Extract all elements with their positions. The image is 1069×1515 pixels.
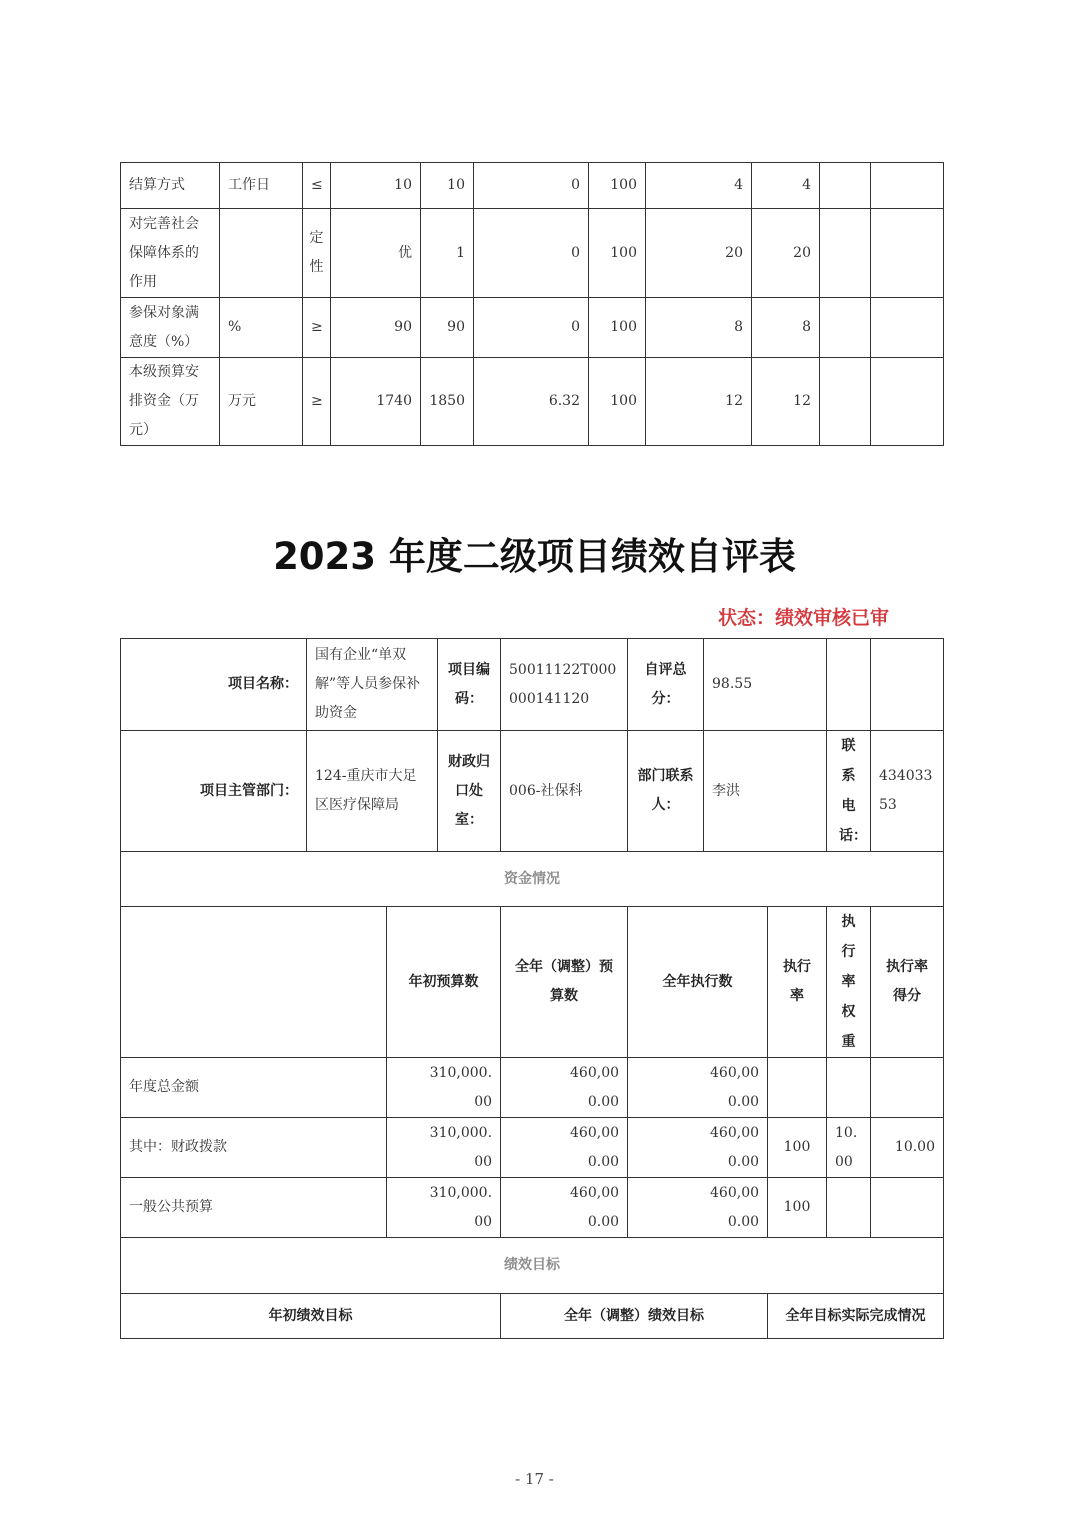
self-score-value: 98.55 (704, 639, 827, 731)
indicator-name: 参保对象满意度（%） (121, 298, 220, 358)
funds-executed: 460,000.00 (628, 1118, 768, 1178)
indicator-rate: 100 (589, 358, 646, 446)
funds-header-rate: 执行率 (768, 907, 827, 1058)
indicator-weight: 4 (646, 163, 752, 209)
indicator-row (121, 163, 944, 209)
self-score-label: 自评总分： (628, 639, 704, 731)
funds-weight (827, 1178, 871, 1238)
evaluation-table (120, 638, 944, 1339)
funds-row-label: 年度总金额 (121, 1058, 387, 1118)
project-info-row (121, 639, 944, 731)
indicator-operator: ≥ (303, 298, 331, 358)
project-name-value: 国有企业“单双解”等人员参保补助资金 (307, 639, 438, 731)
finance-office-value: 006-社保科 (501, 731, 628, 852)
contact-label: 部门联系人： (628, 731, 704, 852)
indicator-row (121, 358, 944, 446)
indicator-empty (871, 358, 944, 446)
indicator-name: 结算方式 (121, 163, 220, 209)
info-empty (827, 639, 871, 731)
indicator-unit: 万元 (220, 358, 303, 446)
funds-row (121, 1118, 944, 1178)
funds-adjusted: 460,000.00 (501, 1178, 628, 1238)
project-name-label: 项目名称： (121, 639, 307, 731)
indicator-score: 20 (752, 209, 820, 298)
funds-executed: 460,000.00 (628, 1178, 768, 1238)
indicator-empty (820, 209, 871, 298)
funds-row (121, 1058, 944, 1118)
indicator-row (121, 209, 944, 298)
indicator-target: 10 (331, 163, 421, 209)
funds-section-row (121, 852, 944, 907)
funds-adjusted: 460,000.00 (501, 1118, 628, 1178)
indicator-empty (820, 163, 871, 209)
funds-header-weight: 执行率权重 (827, 907, 871, 1058)
indicator-operator: ≤ (303, 163, 331, 209)
funds-rate: 100 (768, 1178, 827, 1238)
funds-row-label: 一般公共预算 (121, 1178, 387, 1238)
goals-section-title: 绩效目标 (121, 1238, 944, 1294)
project-code-value: 50011122T000000141120 (501, 639, 628, 731)
indicator-name: 对完善社会保障体系的作用 (121, 209, 220, 298)
indicator-actual: 90 (421, 298, 474, 358)
goals-header-initial: 年初绩效目标 (121, 1294, 501, 1339)
indicator-weight: 8 (646, 298, 752, 358)
goals-header-row (121, 1294, 944, 1339)
indicator-rate: 100 (589, 163, 646, 209)
goals-header-actual: 全年目标实际完成情况 (768, 1294, 944, 1339)
funds-rate: 100 (768, 1118, 827, 1178)
indicator-empty (871, 298, 944, 358)
funds-initial: 310,000.00 (387, 1178, 501, 1238)
indicator-score: 8 (752, 298, 820, 358)
funds-header-score: 执行率得分 (871, 907, 944, 1058)
indicator-row (121, 298, 944, 358)
department-label: 项目主管部门： (121, 731, 307, 852)
indicator-target: 90 (331, 298, 421, 358)
indicator-unit (220, 209, 303, 298)
funds-header-executed: 全年执行数 (628, 907, 768, 1058)
indicator-target: 优 (331, 209, 421, 298)
funds-section-title: 资金情况 (121, 852, 944, 907)
indicator-unit: 工作日 (220, 163, 303, 209)
funds-header-adjusted: 全年（调整）预算数 (501, 907, 628, 1058)
funds-initial: 310,000.00 (387, 1058, 501, 1118)
indicator-target: 1740 (331, 358, 421, 446)
funds-row-label: 其中：财政拨款 (121, 1118, 387, 1178)
phone-value: 43403353 (871, 731, 944, 852)
indicator-unit: % (220, 298, 303, 358)
indicator-empty (871, 209, 944, 298)
info-empty (871, 639, 944, 731)
indicator-deviation: 0 (474, 163, 589, 209)
indicator-score: 4 (752, 163, 820, 209)
indicator-name: 本级预算安排资金（万元） (121, 358, 220, 446)
indicator-rate: 100 (589, 209, 646, 298)
finance-office-label: 财政归口处室： (438, 731, 501, 852)
funds-header-initial: 年初预算数 (387, 907, 501, 1058)
funds-adjusted: 460,000.00 (501, 1058, 628, 1118)
funds-score: 10.00 (871, 1118, 944, 1178)
page-number: - 17 - (515, 1470, 554, 1488)
funds-header-empty (121, 907, 387, 1058)
indicator-deviation: 0 (474, 298, 589, 358)
indicator-empty (820, 298, 871, 358)
indicator-weight: 20 (646, 209, 752, 298)
funds-header-row (121, 907, 944, 1058)
indicator-weight: 12 (646, 358, 752, 446)
funds-weight (827, 1058, 871, 1118)
indicator-score: 12 (752, 358, 820, 446)
phone-label: 联系电话： (827, 731, 871, 852)
indicator-operator: ≥ (303, 358, 331, 446)
funds-score (871, 1178, 944, 1238)
project-code-label: 项目编码： (438, 639, 501, 731)
department-info-row (121, 731, 944, 852)
indicator-empty (820, 358, 871, 446)
funds-initial: 310,000.00 (387, 1118, 501, 1178)
indicator-table (120, 162, 944, 446)
indicator-actual: 10 (421, 163, 474, 209)
page-title: 2023 年度二级项目绩效自评表 (273, 535, 796, 578)
goals-header-adjusted: 全年（调整）绩效目标 (501, 1294, 768, 1339)
indicator-empty (871, 163, 944, 209)
contact-value: 李洪 (704, 731, 827, 852)
indicator-operator: 定性 (303, 209, 331, 298)
funds-weight: 10.00 (827, 1118, 871, 1178)
funds-score (871, 1058, 944, 1118)
funds-executed: 460,000.00 (628, 1058, 768, 1118)
funds-rate (768, 1058, 827, 1118)
indicator-rate: 100 (589, 298, 646, 358)
status-label: 状态：绩效审核已审 (718, 607, 890, 629)
indicator-deviation: 0 (474, 209, 589, 298)
goals-section-row (121, 1238, 944, 1294)
indicator-deviation: 6.32 (474, 358, 589, 446)
indicator-actual: 1 (421, 209, 474, 298)
funds-row (121, 1178, 944, 1238)
indicator-actual: 1850 (421, 358, 474, 446)
department-value: 124-重庆市大足区医疗保障局 (307, 731, 438, 852)
